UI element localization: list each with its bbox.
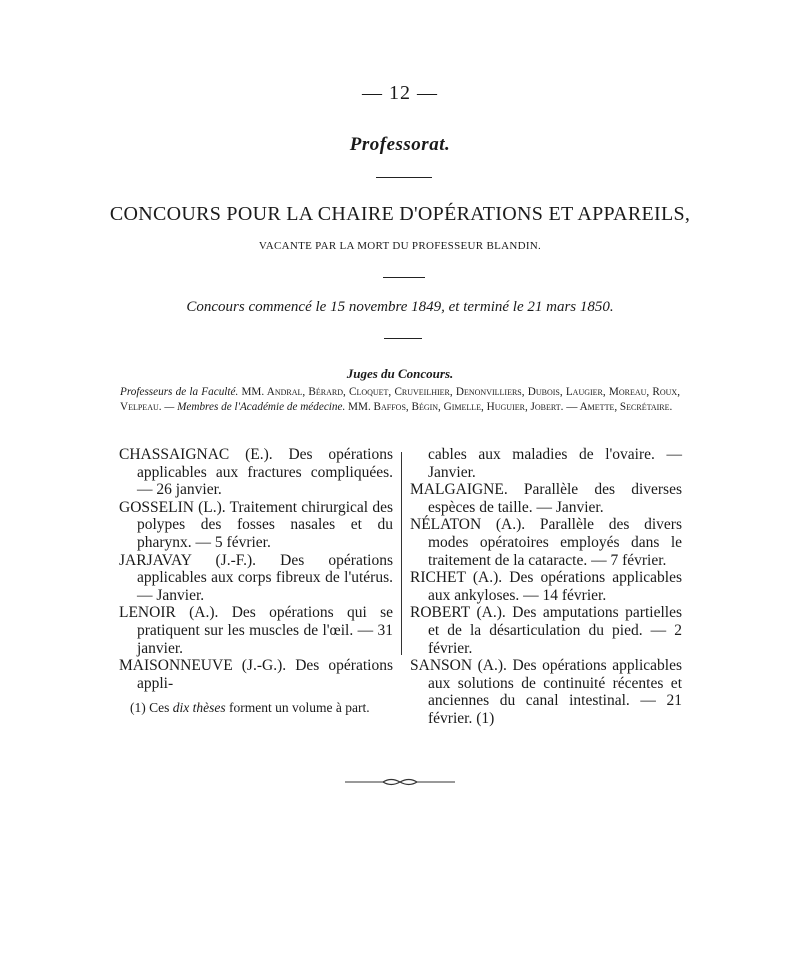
thesis-entry: LENOIR (A.). Des opérations qui se pratiquent sur les muscles de l'œil. — 31 janvier. [119,604,393,657]
thesis-entry: NÉLATON (A.). Parallèle des divers modes opératoires employés dans le traitement de la cataracte. — 7 février. [410,516,682,569]
main-title: CONCOURS POUR LA CHAIRE D'OPÉRATIONS ET APPAREILS, [109,203,691,225]
academy-names: MM. Baffos, Bégin, Gimelle, Huguier, Jobert. — Amette, Secrétaire. [348,401,673,413]
footnote-italic: dix thèses [172,700,226,715]
thesis-entry: MAISONNEUVE (J.-G.). Des opérations appli- [119,657,393,692]
footnote [130,700,690,716]
thesis-entry: SANSON (A.). Des opérations applicables aux solutions de continuité récentes et anciennes du canal intestinal. — 21 février. (1) [410,657,682,727]
tailpiece-ornament [345,774,455,790]
judges-heading: Juges du Concours. [346,366,454,381]
footnote-text: forment un volume à part. [229,700,370,715]
footnote-marker: (1) Ces [130,700,170,715]
faculty-names: MM. Andral, Bérard, Cloquet, Cruveilhier, Denonvilliers, Dubois, Laugier, Moreau, Roux, Velpeau. [120,386,680,413]
thesis-entry: RICHET (A.). Des opérations applicables aux ankyloses. — 14 février. [410,569,682,604]
divider-rule [383,277,425,278]
theses-column-left [119,446,393,692]
divider-rule [384,338,422,339]
page-number: — 12 — [362,82,438,104]
subtitle: VACANTE PAR LA MORT DU PROFESSEUR BLANDIN. [258,240,542,252]
faculty-label: Professeurs de la Faculté. [120,386,239,398]
thesis-entry: ROBERT (A.). Des amputations partielles et de la désarticulation du pied. — 2 février. [410,604,682,657]
section-title: Professorat. [349,134,451,155]
column-divider [401,452,402,655]
judges-list [120,385,680,415]
theses-column-right [410,446,682,728]
dates-line: Concours commencé le 15 novembre 1849, et terminé le 21 mars 1850. [186,299,614,315]
thesis-entry: GOSSELIN (L.). Traitement chirurgical des polypes des fosses nasales et du pharynx. — 5 février. [119,498,393,551]
divider-rule [376,177,432,178]
thesis-entry: CHASSAIGNAC (E.). Des opérations applicables aux fractures compliquées. — 26 janvier. [119,446,393,499]
thesis-entry: MALGAIGNE. Parallèle des diverses espèces de taille. — Janvier. [410,481,682,516]
thesis-entry-continuation: cables aux maladies de l'ovaire. — Janvier. [428,446,682,481]
thesis-entry: JARJAVAY (J.-F.). Des opérations applicables aux corps fibreux de l'utérus. — Janvier. [119,551,393,604]
academy-label: — Membres de l'Académie de médecine. [164,401,346,413]
